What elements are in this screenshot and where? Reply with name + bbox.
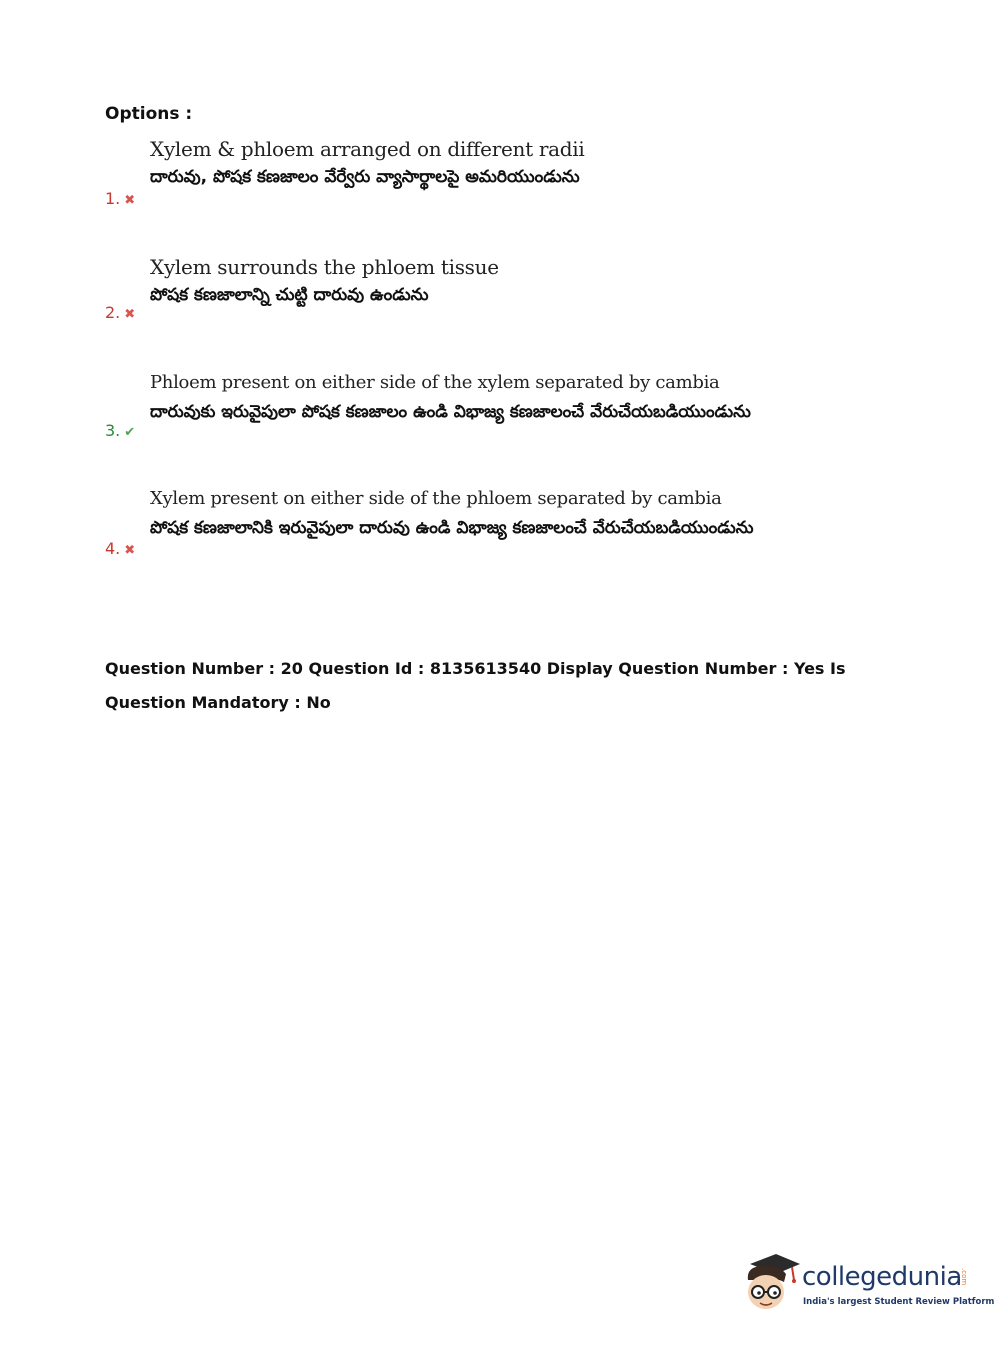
option-number-label: 4. xyxy=(105,539,121,558)
option-4 xyxy=(105,488,905,568)
option-number xyxy=(105,539,135,558)
option-number-label: 1. xyxy=(105,189,121,208)
option-1 xyxy=(105,137,905,217)
check-icon: ✔ xyxy=(124,425,136,440)
option-telugu-text: దారువుకు ఇరువైపులా పోషక కణజాలం ఉండి విభాజ్య కణజాలంచే వేరుచేయబడియుండును xyxy=(150,402,751,422)
brand-name: collegedunia xyxy=(802,1262,962,1292)
option-telugu-text: దారువు, పోషక కణజాలం వేర్వేరు వ్యాసార్థాలపై అమరియుండును xyxy=(150,167,580,187)
brand-dotcom: .com xyxy=(960,1268,968,1286)
option-telugu-text: పోషక కణజాలానికి ఇరువైపులా దారువు ఉండి విభాజ్య కణజాలంచే వేరుచేయబడియుండును xyxy=(150,518,754,538)
option-number xyxy=(105,189,135,208)
option-number xyxy=(105,303,135,322)
mascot-icon xyxy=(742,1250,802,1316)
option-english-text: Xylem present on either side of the phloem separated by cambia xyxy=(150,488,722,509)
brand-tagline: India's largest Student Review Platform xyxy=(803,1297,995,1307)
cross-icon: ✖ xyxy=(124,193,136,208)
cross-icon: ✖ xyxy=(124,307,136,322)
option-2 xyxy=(105,255,905,335)
option-telugu-text: పోషక కణజాలాన్ని చుట్టి దారువు ఉండును xyxy=(150,285,429,305)
option-number xyxy=(105,421,135,440)
option-english-text: Xylem & phloem arranged on different radii xyxy=(150,137,585,161)
option-english-text: Phloem present on either side of the xylem separated by cambia xyxy=(150,372,720,393)
option-number-label: 3. xyxy=(105,421,121,440)
option-number-label: 2. xyxy=(105,303,121,322)
options-label: Options : xyxy=(105,104,193,124)
cross-icon: ✖ xyxy=(124,543,136,558)
collegedunia-logo xyxy=(742,1248,995,1320)
option-3 xyxy=(105,372,905,452)
question-info: Question Number : 20 Question Id : 8135613540 Display Question Number : Yes Is Question Mandatory : No xyxy=(105,659,846,712)
option-english-text: Xylem surrounds the phloem tissue xyxy=(150,255,499,279)
